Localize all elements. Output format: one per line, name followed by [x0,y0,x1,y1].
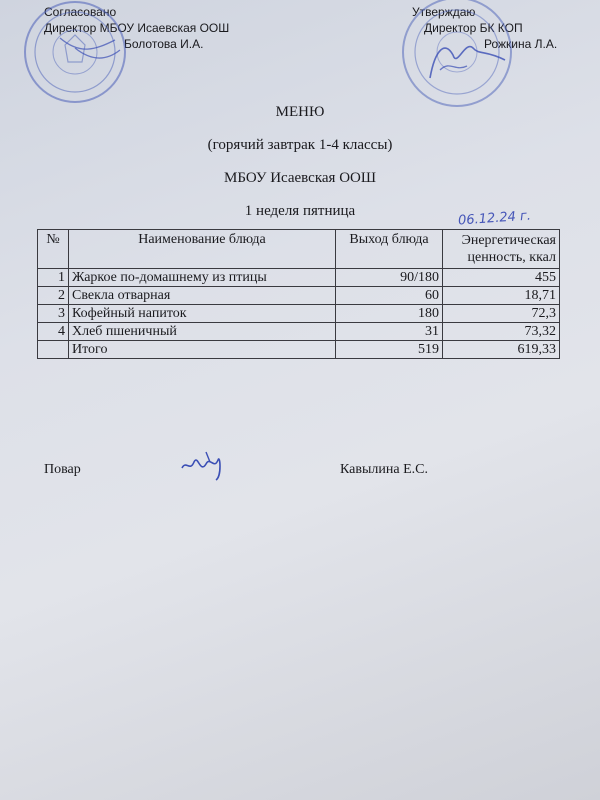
row-num: 4 [38,323,69,341]
row-name: Свекла отварная [69,287,336,305]
row-num: 2 [38,287,69,305]
row-num: 1 [38,269,69,287]
row-name: Жаркое по-домашнему из птицы [69,269,336,287]
approver-position: Директор БК КОП [424,21,523,35]
handwritten-date: 06.12.24 г. [457,208,532,229]
header-energy [443,230,560,269]
row-energy: 72,3 [443,305,560,323]
row-name: Кофейный напиток [69,305,336,323]
approval-label: Согласовано [44,5,117,19]
row-energy: 455 [443,269,560,287]
approver-position: Директор МБОУ Исаевская ООШ [44,21,230,35]
header-output: Выход блюда [336,230,443,269]
stamp-right [395,0,525,115]
total-energy: 619,33 [443,341,560,359]
table-header-row [38,230,560,269]
header-energy-line1: Энергетическая [461,233,556,248]
table-total-row [38,341,560,359]
document-title: МЕНЮ [275,104,325,120]
table-row [38,305,560,323]
row-energy: 18,71 [443,287,560,305]
total-label: Итого [69,341,336,359]
row-output: 90/180 [336,269,443,287]
table-row [38,269,560,287]
row-output: 60 [336,287,443,305]
approval-label: Утверждаю [412,5,476,19]
document-subtitle: (горячий завтрак 1-4 классы) [207,137,393,153]
approver-name: Болотова И.А. [124,37,204,51]
header-num: № [38,230,69,269]
row-output: 180 [336,305,443,323]
row-output: 31 [336,323,443,341]
row-energy: 73,32 [443,323,560,341]
cook-name: Кавылина Е.С. [340,462,428,477]
school-stamp-left [20,0,130,110]
school-name: МБОУ Исаевская ООШ [223,170,376,186]
row-num: 3 [38,305,69,323]
total-num-empty [38,341,69,359]
menu-table [37,229,560,359]
week-label: 1 неделя пятница [244,203,356,219]
cook-role: Повар [44,462,81,477]
header-energy-line2: ценность, ккал [467,250,556,265]
total-output: 519 [336,341,443,359]
table-row [38,287,560,305]
approver-name: Рожкина Л.А. [484,37,558,51]
table-row [38,323,560,341]
row-name: Хлеб пшеничный [69,323,336,341]
header-name: Наименование блюда [69,230,336,269]
cook-signature [176,446,236,482]
